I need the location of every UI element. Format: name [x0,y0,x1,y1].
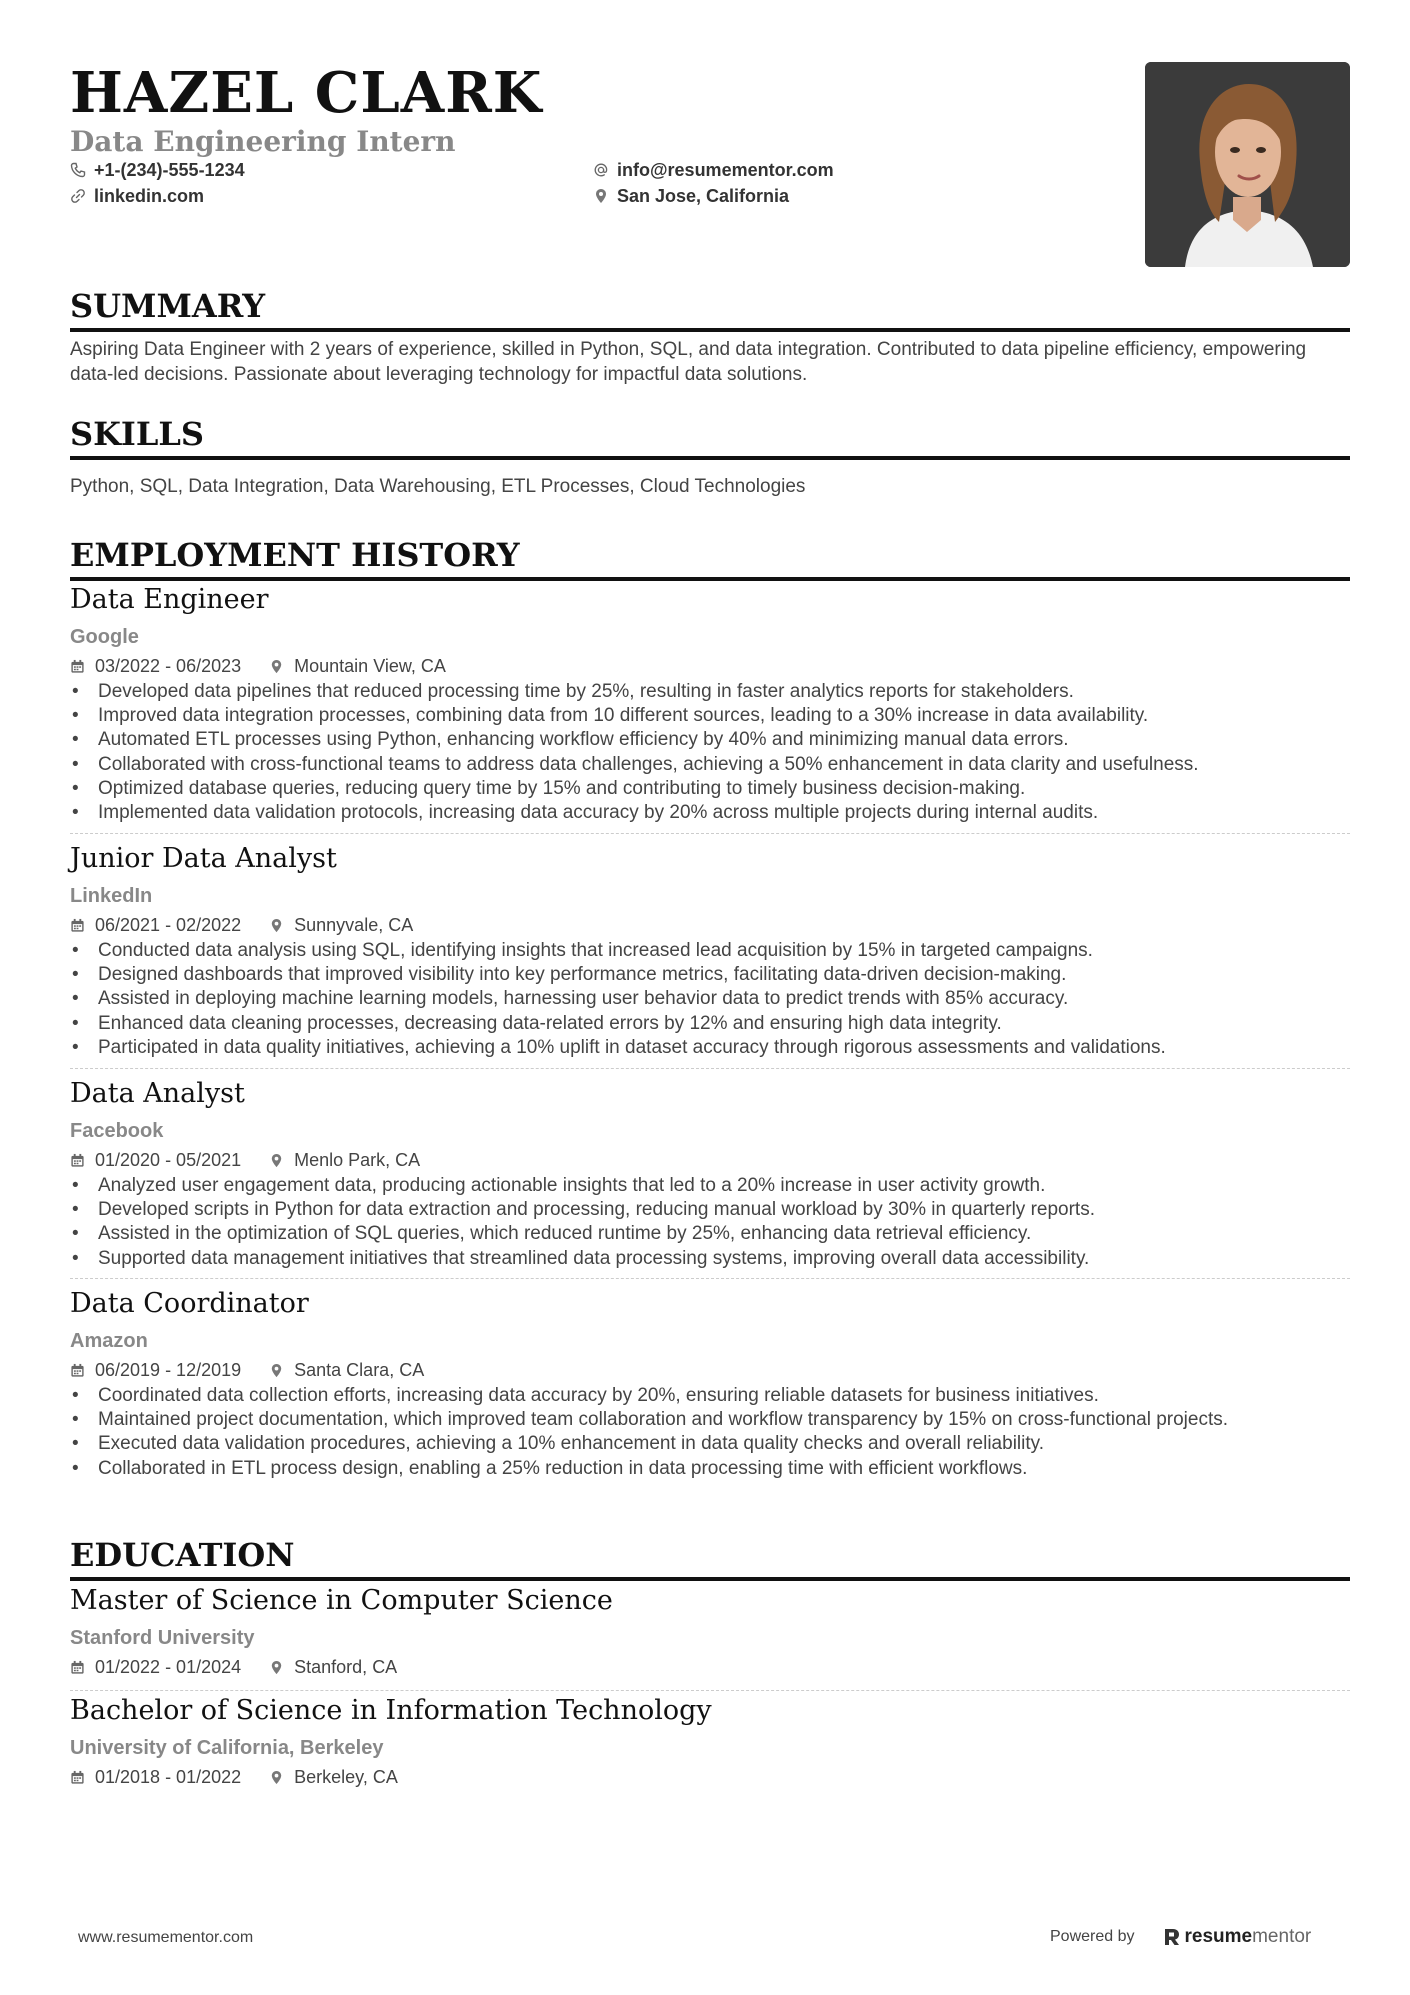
profile-photo-image [1145,62,1350,267]
job-meta [70,914,413,936]
list-item: • Optimized database queries, reducing query time by 15% and contributing to timely business decision-making. [70,777,1350,801]
education-location-wrap [269,1656,397,1678]
job-location: Sunnyvale, CA [294,915,414,935]
job-company: Google [70,626,139,648]
calendar-icon [70,1153,85,1168]
list-item: • Designed dashboards that improved visibility into key performance metrics, facilitating data-driven decision-making. [70,963,1350,987]
job-location: Menlo Park, CA [294,1150,421,1170]
phone-icon [70,162,86,178]
list-item: • Analyzed user engagement data, producing actionable insights that led to a 20% increase in user activity growth. [70,1174,1350,1198]
job-bullets [70,1174,1350,1271]
job-company: LinkedIn [70,885,153,907]
calendar-icon [70,918,85,933]
list-item: • Collaborated with cross-functional teams to address data challenges, achieving a 50% enhancement in data clarity and usefulness. [70,753,1350,777]
location-pin-icon [269,659,284,674]
divider [70,1068,1350,1069]
contact-phone [70,158,245,182]
education-location-wrap [269,1766,398,1788]
job-location: Mountain View, CA [294,656,446,676]
brand-logo[interactable] [1163,1926,1312,1948]
summary-text: Aspiring Data Engineer with 2 years of experience, skilled in Python, SQL, and data integration. Contributed to data pipeline efficiency, empowering data-led decisions. Passionate about leveraging technology for impactful data solutions. [70,339,1307,385]
divider [70,1278,1350,1279]
job-company: Facebook [70,1120,164,1142]
list-item: • Assisted in deploying machine learning models, harnessing user behavior data to predict trends with 85% accuracy. [70,987,1350,1011]
education-meta [70,1656,397,1678]
job-location: Santa Clara, CA [294,1360,425,1380]
job-bullets [70,939,1350,1060]
job-location-wrap [269,914,413,936]
school-name: Stanford University [70,1627,255,1649]
location-pin-icon [269,1770,284,1785]
calendar-icon [70,1770,85,1785]
job-bullets [70,1384,1300,1481]
divider [70,1690,1350,1691]
list-item: • Executed data validation procedures, achieving a 10% enhancement in data quality checks and overall reliability. [70,1432,1300,1456]
contact-linkedin[interactable] [70,184,204,208]
job-location-wrap [269,655,446,677]
list-item: • Collaborated in ETL process design, enabling a 25% reduction in data processing time with efficient workflows. [70,1457,1300,1481]
list-item: • Maintained project documentation, which improved team collaboration and workflow transparency by 15% on cross-functional projects. [70,1408,1300,1432]
brand-light: mentor [1252,1926,1312,1947]
education-dates: 01/2018 - 01/2022 [95,1767,242,1787]
location-pin-icon [269,1153,284,1168]
email-text[interactable]: info@resumementor.com [617,160,834,180]
section-title-employment: EMPLOYMENT HISTORY [70,535,1350,581]
location-text: San Jose, California [617,186,790,206]
location-pin-icon [269,918,284,933]
link-icon [70,188,86,204]
section-title-education: EDUCATION [70,1535,1350,1581]
list-item: • Developed data pipelines that reduced processing time by 25%, resulting in faster analytics reports for stakeholders. [70,680,1350,704]
contact-email[interactable] [593,158,834,182]
job-dates: 03/2022 - 06/2023 [95,656,242,676]
job-dates: 01/2020 - 05/2021 [95,1150,242,1170]
list-item: • Developed scripts in Python for data extraction and processing, reducing manual workload by 30% in quarterly reports. [70,1198,1350,1222]
resume-header [70,58,1350,268]
list-item: • Enhanced data cleaning processes, decreasing data-related errors by 12% and ensuring high data integrity. [70,1012,1350,1036]
divider [70,833,1350,834]
location-pin-icon [269,1363,284,1378]
job-meta [70,655,446,677]
list-item: • Conducted data analysis using SQL, identifying insights that increased lead acquisition by 15% in targeted campaigns. [70,939,1350,963]
powered-by-text: Powered by [1050,1928,1135,1945]
candidate-name: HAZEL CLARK [70,60,543,126]
list-item: • Coordinated data collection efforts, increasing data accuracy by 20%, ensuring reliable datasets for business initiatives. [70,1384,1300,1408]
brand-bold: resume [1184,1926,1253,1947]
at-icon [593,162,609,178]
list-item: • Automated ETL processes using Python, enhancing workflow efficiency by 40% and minimizing manual data errors. [70,728,1350,752]
job-company: Amazon [70,1330,148,1352]
profile-photo [1145,62,1350,267]
job-title: Data Engineer [70,584,269,615]
list-item: • Participated in data quality initiatives, achieving a 10% uplift in dataset accuracy through rigorous assessments and validations. [70,1036,1350,1060]
job-title: Junior Data Analyst [70,843,337,874]
job-title: Data Coordinator [70,1288,309,1319]
location-pin-icon [269,1660,284,1675]
location-pin-icon [593,188,609,204]
footer-website[interactable]: www.resumementor.com [78,1929,254,1946]
list-item: • Supported data management initiatives that streamlined data processing systems, improving overall data accessibility. [70,1247,1350,1271]
education-location: Berkeley, CA [294,1767,398,1787]
school-name: University of California, Berkeley [70,1737,384,1759]
job-location-wrap [269,1359,424,1381]
list-item: • Improved data integration processes, combining data from 10 different sources, leading to a 30% increase in data availability. [70,704,1350,728]
candidate-role: Data Engineering Intern [70,125,456,158]
skills-text: Python, SQL, Data Integration, Data Warehousing, ETL Processes, Cloud Technologies [70,476,806,497]
calendar-icon [70,1363,85,1378]
education-dates: 01/2022 - 01/2024 [95,1657,242,1677]
calendar-icon [70,659,85,674]
job-meta [70,1359,424,1381]
job-location-wrap [269,1149,420,1171]
footer-branding [1050,1926,1311,1948]
job-dates: 06/2019 - 12/2019 [95,1360,242,1380]
calendar-icon [70,1660,85,1675]
education-meta [70,1766,398,1788]
education-location: Stanford, CA [294,1657,398,1677]
job-bullets [70,680,1350,825]
section-title-skills: SKILLS [70,414,1350,460]
job-dates: 06/2021 - 02/2022 [95,915,242,935]
section-title-summary: SUMMARY [70,286,1350,332]
list-item: • Assisted in the optimization of SQL queries, which reduced runtime by 25%, enhancing data retrieval efficiency. [70,1222,1350,1246]
contact-location [593,184,789,208]
degree-title: Bachelor of Science in Information Technology [70,1695,712,1726]
linkedin-text[interactable]: linkedin.com [94,186,205,206]
job-title: Data Analyst [70,1078,245,1109]
phone-text: +1-(234)-555-1234 [94,160,245,180]
list-item: • Implemented data validation protocols, increasing data accuracy by 20% across multiple projects during internal audits. [70,801,1350,825]
degree-title: Master of Science in Computer Science [70,1585,613,1616]
brand-logo-icon [1163,1927,1181,1947]
job-meta [70,1149,420,1171]
